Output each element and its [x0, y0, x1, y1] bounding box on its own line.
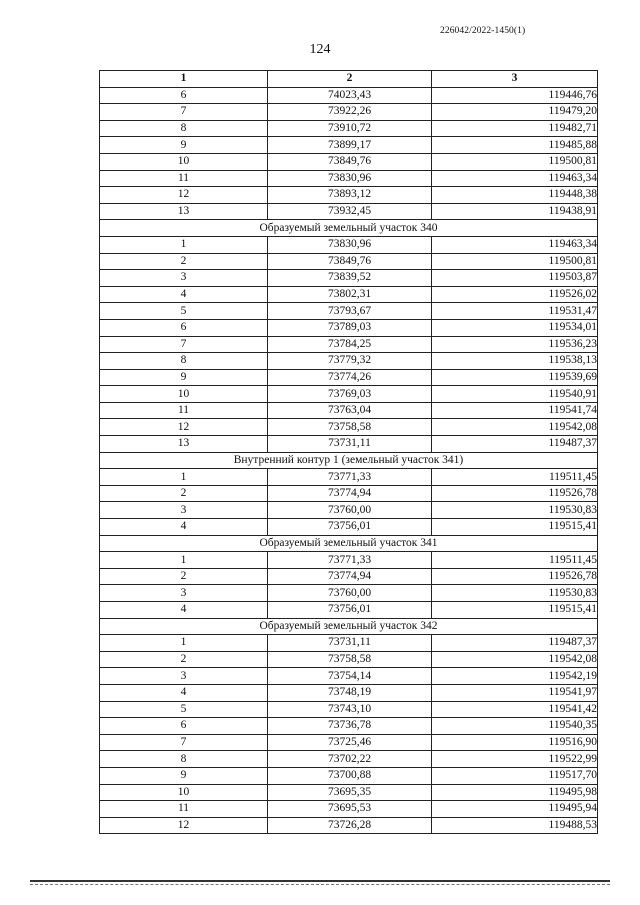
x-coordinate-cell: 73758,58 [268, 419, 432, 436]
y-coordinate-cell: 119534,01 [432, 319, 598, 336]
y-coordinate-cell: 119500,81 [432, 253, 598, 270]
y-coordinate-cell: 119536,23 [432, 336, 598, 353]
point-number-cell: 11 [100, 402, 268, 419]
x-coordinate-cell: 73839,52 [268, 270, 432, 287]
point-number-cell: 8 [100, 120, 268, 137]
table-row [100, 120, 598, 137]
x-coordinate-cell: 73725,46 [268, 734, 432, 751]
y-coordinate-cell: 119539,69 [432, 369, 598, 386]
y-coordinate-cell: 119446,76 [432, 87, 598, 104]
point-number-cell: 2 [100, 485, 268, 502]
x-coordinate-cell: 73922,26 [268, 104, 432, 121]
table-row [100, 552, 598, 569]
table-row [100, 585, 598, 602]
table-body [100, 87, 598, 834]
table-row [100, 436, 598, 453]
y-coordinate-cell: 119540,91 [432, 386, 598, 403]
point-number-cell: 10 [100, 784, 268, 801]
point-number-cell: 2 [100, 253, 268, 270]
table-row [100, 386, 598, 403]
x-coordinate-cell: 73893,12 [268, 187, 432, 204]
y-coordinate-cell: 119479,20 [432, 104, 598, 121]
y-coordinate-cell: 119542,08 [432, 419, 598, 436]
x-coordinate-cell: 74023,43 [268, 87, 432, 104]
y-coordinate-cell: 119542,19 [432, 668, 598, 685]
table-header-row [100, 71, 598, 88]
y-coordinate-cell: 119511,45 [432, 469, 598, 486]
point-number-cell: 6 [100, 718, 268, 735]
point-number-cell: 4 [100, 602, 268, 619]
x-coordinate-cell: 73774,94 [268, 485, 432, 502]
y-coordinate-cell: 119500,81 [432, 153, 598, 170]
x-coordinate-cell: 73758,58 [268, 651, 432, 668]
point-number-cell: 3 [100, 668, 268, 685]
table-row [100, 568, 598, 585]
table-row [100, 236, 598, 253]
section-title: Образуемый земельный участок 341 [100, 535, 598, 552]
point-number-cell: 7 [100, 336, 268, 353]
point-number-cell: 12 [100, 187, 268, 204]
table-row [100, 137, 598, 154]
point-number-cell: 8 [100, 751, 268, 768]
table-row [100, 319, 598, 336]
y-coordinate-cell: 119526,02 [432, 286, 598, 303]
table-row [100, 170, 598, 187]
table-row [100, 336, 598, 353]
x-coordinate-cell: 73769,03 [268, 386, 432, 403]
page-number: 124 [309, 42, 331, 57]
x-coordinate-cell: 73830,96 [268, 170, 432, 187]
x-coordinate-cell: 73899,17 [268, 137, 432, 154]
x-coordinate-cell: 73754,14 [268, 668, 432, 685]
x-coordinate-cell: 73774,94 [268, 568, 432, 585]
x-coordinate-cell: 73695,53 [268, 801, 432, 818]
x-coordinate-cell: 73748,19 [268, 684, 432, 701]
table-row [100, 153, 598, 170]
x-coordinate-cell: 73771,33 [268, 552, 432, 569]
table-row [100, 701, 598, 718]
point-number-cell: 4 [100, 684, 268, 701]
table-row [100, 187, 598, 204]
table-row [100, 668, 598, 685]
section-title: Образуемый земельный участок 342 [100, 618, 598, 635]
point-number-cell: 1 [100, 552, 268, 569]
y-coordinate-cell: 119485,88 [432, 137, 598, 154]
table-row [100, 203, 598, 220]
table-row [100, 784, 598, 801]
y-coordinate-cell: 119540,35 [432, 718, 598, 735]
x-coordinate-cell: 73726,28 [268, 817, 432, 834]
y-coordinate-cell: 119531,47 [432, 303, 598, 320]
x-coordinate-cell: 73736,78 [268, 718, 432, 735]
x-coordinate-cell: 73760,00 [268, 585, 432, 602]
y-coordinate-cell: 119463,34 [432, 236, 598, 253]
x-coordinate-cell: 73763,04 [268, 402, 432, 419]
point-number-cell: 12 [100, 817, 268, 834]
table-row [100, 801, 598, 818]
point-number-cell: 7 [100, 104, 268, 121]
x-coordinate-cell: 73743,10 [268, 701, 432, 718]
column-header-number: 1 [100, 71, 268, 88]
page-bottom-scan-edge [30, 884, 610, 885]
point-number-cell: 1 [100, 635, 268, 652]
point-number-cell: 13 [100, 436, 268, 453]
point-number-cell: 3 [100, 502, 268, 519]
point-number-cell: 5 [100, 701, 268, 718]
x-coordinate-cell: 73731,11 [268, 436, 432, 453]
coordinates-table [99, 70, 598, 834]
table-row [100, 369, 598, 386]
y-coordinate-cell: 119515,41 [432, 602, 598, 619]
section-row [100, 618, 598, 635]
y-coordinate-cell: 119522,99 [432, 751, 598, 768]
document-id: 226042/2022-1450(1) [440, 26, 526, 36]
x-coordinate-cell: 73756,01 [268, 602, 432, 619]
x-coordinate-cell: 73849,76 [268, 253, 432, 270]
table-row [100, 602, 598, 619]
x-coordinate-cell: 73910,72 [268, 120, 432, 137]
point-number-cell: 3 [100, 585, 268, 602]
section-title: Внутренний контур 1 (земельный участок 341) [100, 452, 598, 469]
x-coordinate-cell: 73932,45 [268, 203, 432, 220]
point-number-cell: 8 [100, 353, 268, 370]
table-row [100, 651, 598, 668]
table-row [100, 751, 598, 768]
table-row [100, 87, 598, 104]
y-coordinate-cell: 119488,53 [432, 817, 598, 834]
x-coordinate-cell: 73789,03 [268, 319, 432, 336]
x-coordinate-cell: 73695,35 [268, 784, 432, 801]
y-coordinate-cell: 119530,83 [432, 502, 598, 519]
table-row [100, 734, 598, 751]
point-number-cell: 5 [100, 303, 268, 320]
table-row [100, 303, 598, 320]
point-number-cell: 10 [100, 153, 268, 170]
x-coordinate-cell: 73830,96 [268, 236, 432, 253]
x-coordinate-cell: 73774,26 [268, 369, 432, 386]
page-bottom-rule [30, 880, 610, 882]
section-row [100, 452, 598, 469]
column-header-y: 3 [432, 71, 598, 88]
section-title: Образуемый земельный участок 340 [100, 220, 598, 237]
point-number-cell: 9 [100, 369, 268, 386]
y-coordinate-cell: 119517,70 [432, 767, 598, 784]
y-coordinate-cell: 119487,37 [432, 635, 598, 652]
point-number-cell: 13 [100, 203, 268, 220]
point-number-cell: 2 [100, 651, 268, 668]
y-coordinate-cell: 119541,74 [432, 402, 598, 419]
x-coordinate-cell: 73700,88 [268, 767, 432, 784]
point-number-cell: 6 [100, 319, 268, 336]
column-header-x: 2 [268, 71, 432, 88]
section-row [100, 220, 598, 237]
table-row [100, 767, 598, 784]
y-coordinate-cell: 119511,45 [432, 552, 598, 569]
y-coordinate-cell: 119538,13 [432, 353, 598, 370]
x-coordinate-cell: 73756,01 [268, 519, 432, 536]
table-row [100, 817, 598, 834]
point-number-cell: 9 [100, 137, 268, 154]
point-number-cell: 1 [100, 469, 268, 486]
y-coordinate-cell: 119438,91 [432, 203, 598, 220]
point-number-cell: 6 [100, 87, 268, 104]
table-row [100, 718, 598, 735]
x-coordinate-cell: 73731,11 [268, 635, 432, 652]
table-row [100, 684, 598, 701]
point-number-cell: 7 [100, 734, 268, 751]
x-coordinate-cell: 73802,31 [268, 286, 432, 303]
y-coordinate-cell: 119516,90 [432, 734, 598, 751]
point-number-cell: 11 [100, 170, 268, 187]
point-number-cell: 11 [100, 801, 268, 818]
y-coordinate-cell: 119541,42 [432, 701, 598, 718]
x-coordinate-cell: 73784,25 [268, 336, 432, 353]
table-row [100, 402, 598, 419]
y-coordinate-cell: 119495,98 [432, 784, 598, 801]
point-number-cell: 4 [100, 519, 268, 536]
table-row [100, 502, 598, 519]
table-row [100, 286, 598, 303]
table-row [100, 519, 598, 536]
table-row [100, 104, 598, 121]
y-coordinate-cell: 119463,34 [432, 170, 598, 187]
x-coordinate-cell: 73760,00 [268, 502, 432, 519]
point-number-cell: 9 [100, 767, 268, 784]
table-row [100, 419, 598, 436]
table-row [100, 485, 598, 502]
point-number-cell: 2 [100, 568, 268, 585]
table-row [100, 635, 598, 652]
x-coordinate-cell: 73793,67 [268, 303, 432, 320]
y-coordinate-cell: 119541,97 [432, 684, 598, 701]
y-coordinate-cell: 119503,87 [432, 270, 598, 287]
point-number-cell: 3 [100, 270, 268, 287]
point-number-cell: 1 [100, 236, 268, 253]
y-coordinate-cell: 119542,08 [432, 651, 598, 668]
y-coordinate-cell: 119495,94 [432, 801, 598, 818]
table-row [100, 469, 598, 486]
point-number-cell: 12 [100, 419, 268, 436]
y-coordinate-cell: 119482,71 [432, 120, 598, 137]
table-row [100, 353, 598, 370]
point-number-cell: 10 [100, 386, 268, 403]
x-coordinate-cell: 73771,33 [268, 469, 432, 486]
table-row [100, 270, 598, 287]
y-coordinate-cell: 119530,83 [432, 585, 598, 602]
table-row [100, 253, 598, 270]
x-coordinate-cell: 73849,76 [268, 153, 432, 170]
x-coordinate-cell: 73779,32 [268, 353, 432, 370]
x-coordinate-cell: 73702,22 [268, 751, 432, 768]
y-coordinate-cell: 119526,78 [432, 485, 598, 502]
point-number-cell: 4 [100, 286, 268, 303]
section-row [100, 535, 598, 552]
y-coordinate-cell: 119487,37 [432, 436, 598, 453]
y-coordinate-cell: 119526,78 [432, 568, 598, 585]
y-coordinate-cell: 119448,38 [432, 187, 598, 204]
y-coordinate-cell: 119515,41 [432, 519, 598, 536]
